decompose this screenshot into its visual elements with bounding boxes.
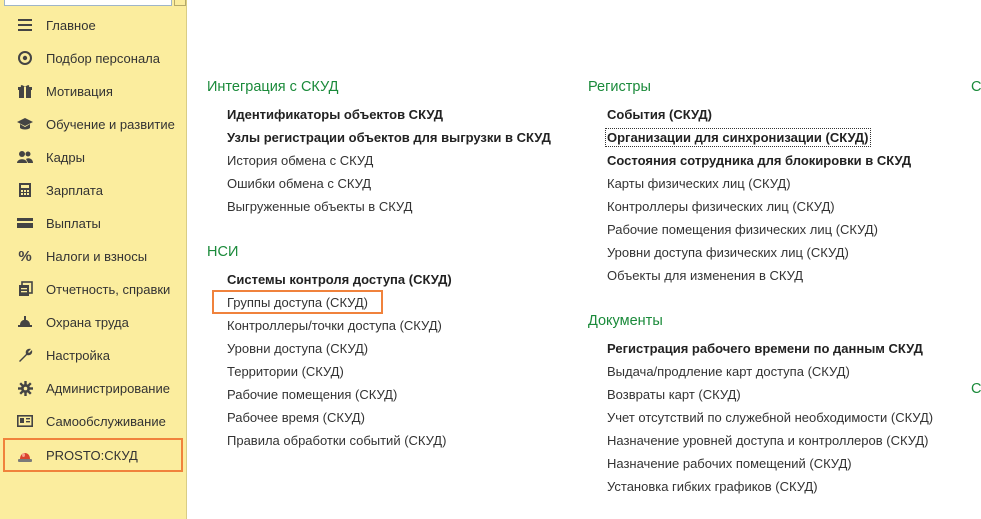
calculator-icon: [16, 181, 34, 199]
sidebar-item-personnel[interactable]: [3, 141, 183, 173]
people-icon: [16, 148, 34, 166]
link-card-issue[interactable]: Выдача/продление карт доступа (СКУД): [607, 364, 850, 379]
menu-lines-icon: [16, 16, 34, 34]
link-event-processing-rules[interactable]: Правила обработки событий (СКУД): [227, 433, 447, 448]
sidebar-item-label: Кадры: [46, 149, 85, 165]
wrench-icon: [16, 346, 34, 364]
link-territories[interactable]: Территории (СКУД): [227, 364, 344, 379]
link-assign-access-levels[interactable]: Назначение уровней доступа и контроллеров (СКУД): [607, 433, 929, 448]
documents-icon: [16, 280, 34, 298]
sidebar-item-label: Выплаты: [46, 215, 101, 231]
link-object-identifiers[interactable]: Идентификаторы объектов СКУД: [227, 107, 444, 122]
sidebar-item-main[interactable]: [3, 9, 183, 41]
sidebar-item-self-service[interactable]: [3, 405, 183, 437]
section-title-partial: С: [971, 381, 981, 397]
sidebar-item-label: Подбор персонала: [46, 50, 160, 66]
sidebar-item-payments[interactable]: [3, 207, 183, 239]
link-access-levels[interactable]: Уровни доступа (СКУД): [227, 341, 369, 356]
section-title-registers: Регистры: [588, 79, 651, 95]
link-flexible-schedules[interactable]: Установка гибких графиков (СКУД): [607, 479, 818, 494]
alarm-light-icon: [16, 446, 34, 464]
link-work-time-registration[interactable]: Регистрация рабочего времени по данным СКУД: [607, 341, 923, 356]
link-work-rooms[interactable]: Рабочие помещения (СКУД): [227, 387, 398, 402]
link-person-access-levels[interactable]: Уровни доступа физических лиц (СКУД): [607, 245, 849, 260]
section-title-nsi: НСИ: [207, 244, 239, 260]
sidebar-item-label: Настройка: [46, 347, 110, 363]
section-title-partial: С: [971, 79, 981, 95]
link-objects-to-change[interactable]: Объекты для изменения в СКУД: [607, 268, 804, 283]
sidebar-item-label: Обучение и развитие: [46, 116, 175, 132]
gear-icon: [16, 379, 34, 397]
sidebar-item-motivation[interactable]: [3, 75, 183, 107]
sidebar-item-label: Налоги и взносы: [46, 248, 148, 264]
section-title-integration: Интеграция с СКУД: [207, 79, 339, 95]
link-work-time[interactable]: Рабочее время (СКУД): [227, 410, 365, 425]
sidebar-item-label: Главное: [46, 17, 96, 33]
link-events[interactable]: События (СКУД): [607, 107, 713, 122]
link-absence-accounting[interactable]: Учет отсутствий по служебной необходимости (СКУД): [607, 410, 934, 425]
link-employee-block-states[interactable]: Состояния сотрудника для блокировки в СКУД: [607, 153, 912, 168]
sidebar: [0, 0, 187, 519]
sidebar-item-label: Самообслуживание: [46, 413, 166, 429]
link-person-cards[interactable]: Карты физических лиц (СКУД): [607, 176, 791, 191]
link-person-controllers[interactable]: Контроллеры физических лиц (СКУД): [607, 199, 835, 214]
link-exported-objects[interactable]: Выгруженные объекты в СКУД: [227, 199, 413, 214]
sidebar-item-label: PROSTO:СКУД: [46, 447, 138, 463]
sidebar-item-administration[interactable]: [3, 372, 183, 404]
link-exchange-errors[interactable]: Ошибки обмена с СКУД: [227, 176, 372, 191]
link-access-groups[interactable]: [212, 290, 383, 314]
sidebar-item-settings[interactable]: [3, 339, 183, 371]
target-icon: [16, 49, 34, 67]
id-card-icon: [16, 412, 34, 430]
sidebar-item-training[interactable]: [3, 108, 183, 140]
link-access-groups-label: Группы доступа (СКУД): [227, 295, 368, 310]
percent-icon: %: [18, 247, 32, 265]
link-registration-nodes[interactable]: Узлы регистрации объектов для выгрузки в СКУД: [227, 130, 551, 145]
sidebar-item-reports[interactable]: [3, 273, 183, 305]
sidebar-item-taxes[interactable]: [3, 240, 183, 272]
sidebar-item-labor-safety[interactable]: [3, 306, 183, 338]
section-title-documents: Документы: [588, 313, 663, 329]
sidebar-item-label: Зарплата: [46, 182, 103, 198]
link-sync-organizations[interactable]: Организации для синхронизации (СКУД): [607, 130, 869, 145]
link-person-work-rooms[interactable]: Рабочие помещения физических лиц (СКУД): [607, 222, 878, 237]
link-card-returns[interactable]: Возвраты карт (СКУД): [607, 387, 741, 402]
sidebar-item-label: Отчетность, справки: [46, 281, 171, 297]
gift-icon: [16, 82, 34, 100]
sidebar-item-recruitment[interactable]: [3, 42, 183, 74]
link-exchange-history[interactable]: История обмена с СКУД: [227, 153, 374, 168]
banknote-icon: [16, 214, 34, 232]
sidebar-item-label: Администрирование: [46, 380, 170, 396]
sidebar-item-salary[interactable]: [3, 174, 183, 206]
link-controllers-access-points[interactable]: Контроллеры/точки доступа (СКУД): [227, 318, 442, 333]
sidebar-top-button[interactable]: [174, 0, 186, 6]
graduation-cap-icon: [16, 115, 34, 133]
link-access-control-systems[interactable]: Системы контроля доступа (СКУД): [227, 272, 452, 287]
sidebar-search-field[interactable]: [4, 0, 172, 6]
hard-hat-icon: [16, 313, 34, 331]
sidebar-item-label: Охрана труда: [46, 314, 129, 330]
sidebar-item-prosto-skud[interactable]: [3, 438, 183, 472]
sidebar-item-label: Мотивация: [46, 83, 113, 99]
link-assign-work-rooms[interactable]: Назначение рабочих помещений (СКУД): [607, 456, 852, 471]
